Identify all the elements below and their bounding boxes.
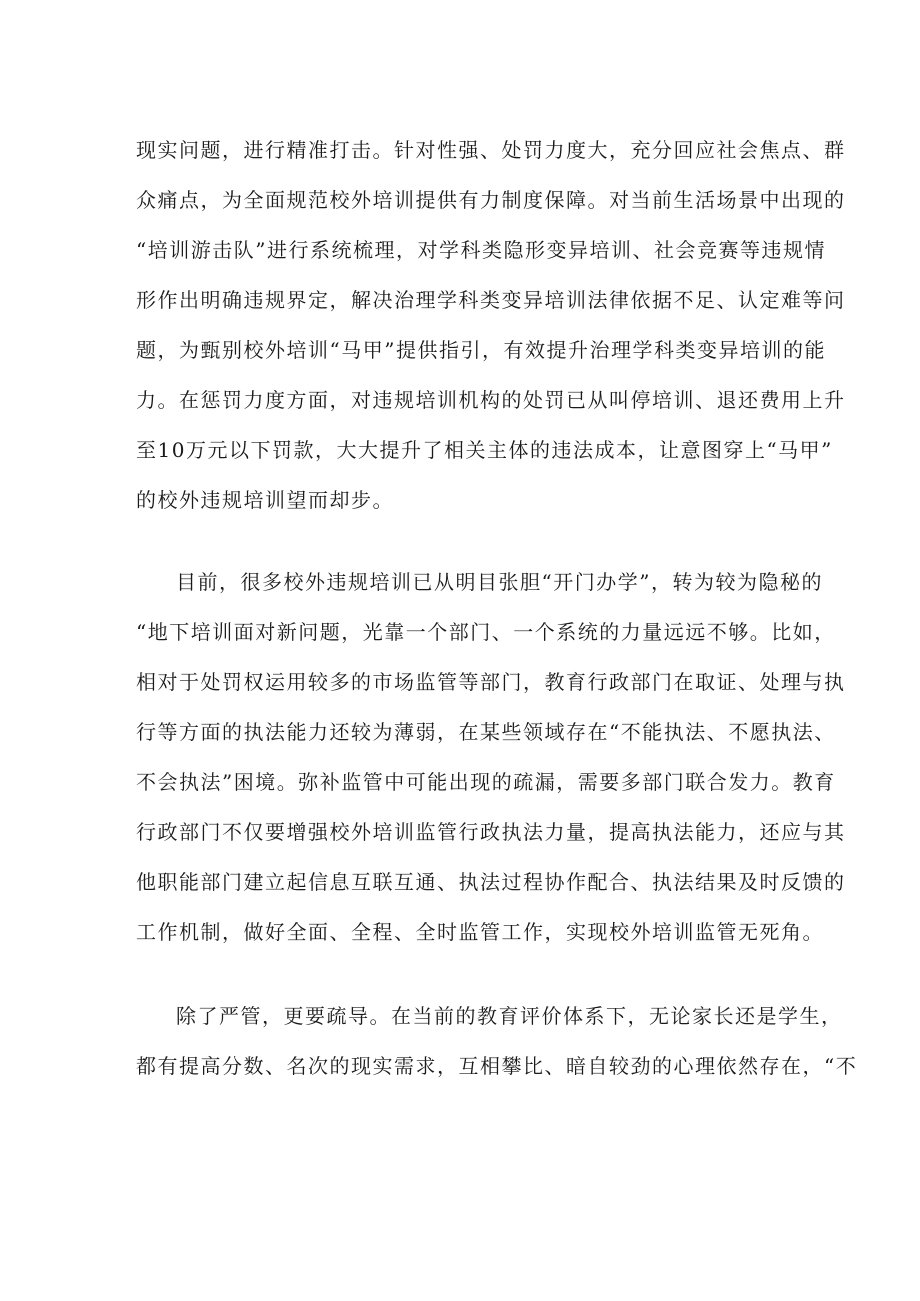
paragraph-line: 至10万元以下罚款，大大提升了相关主体的违法成本，让意图穿上“马甲” xyxy=(136,438,833,462)
paragraph-line: 他职能部门建立起信息互联互通、执法过程协作配合、执法结果及时反馈的 xyxy=(136,870,846,894)
paragraph-line: “培训游击队”进行系统梳理，对学科类隐形变异培训、社会竞赛等违规情 xyxy=(136,238,826,262)
paragraph-line: 行政部门不仅要增强校外培训监管行政执法力量，提高执法能力，还应与其 xyxy=(136,820,846,844)
paragraph-line: 众痛点，为全面规范校外培训提供有力制度保障。对当前生活场景中出现的 xyxy=(136,188,846,212)
paragraph-line: “地下培训面对新问题，光靠一个部门、一个系统的力量远远不够。比如， xyxy=(136,620,836,644)
paragraph-line: 的校外违规培训望而却步。 xyxy=(136,488,394,512)
paragraph-line: 行等方面的执法能力还较为薄弱，在某些领域存在“不能执法、不愿执法、 xyxy=(136,720,836,744)
paragraph-line: 力。在惩罚力度方面，对违规培训机构的处罚已从叫停培训、退还费用上升 xyxy=(136,388,846,412)
paragraph-line: 工作机制，做好全面、全程、全时监管工作，实现校外培训监管无死角。 xyxy=(136,920,824,944)
paragraph-line: 不会执法”困境。弥补监管中可能出现的疏漏，需要多部门联合发力。教育 xyxy=(136,770,836,794)
paragraph-line: 相对于处罚权运用较多的市场监管等部门，教育行政部门在取证、处理与执 xyxy=(136,670,846,694)
paragraph-line: 题，为甄别校外培训“马甲”提供指引，有效提升治理学科类变异培训的能 xyxy=(136,338,826,362)
paragraph-line: 现实问题，进行精准打击。针对性强、处罚力度大，充分回应社会焦点、群 xyxy=(136,138,846,162)
paragraph-line: 目前，很多校外违规培训已从明目张胆“开门办学”，转为较为隐秘的 xyxy=(176,570,823,594)
paragraph-line: 都有提高分数、名次的现实需求，互相攀比、暗自较劲的心理依然存在，“不 xyxy=(136,1054,858,1078)
paragraph-line: 形作出明确违规界定，解决治理学科类变异培训法律依据不足、认定难等问 xyxy=(136,288,846,312)
paragraph-line: 除了严管，更要疏导。在当前的教育评价体系下，无论家长还是学生， xyxy=(176,1004,843,1028)
